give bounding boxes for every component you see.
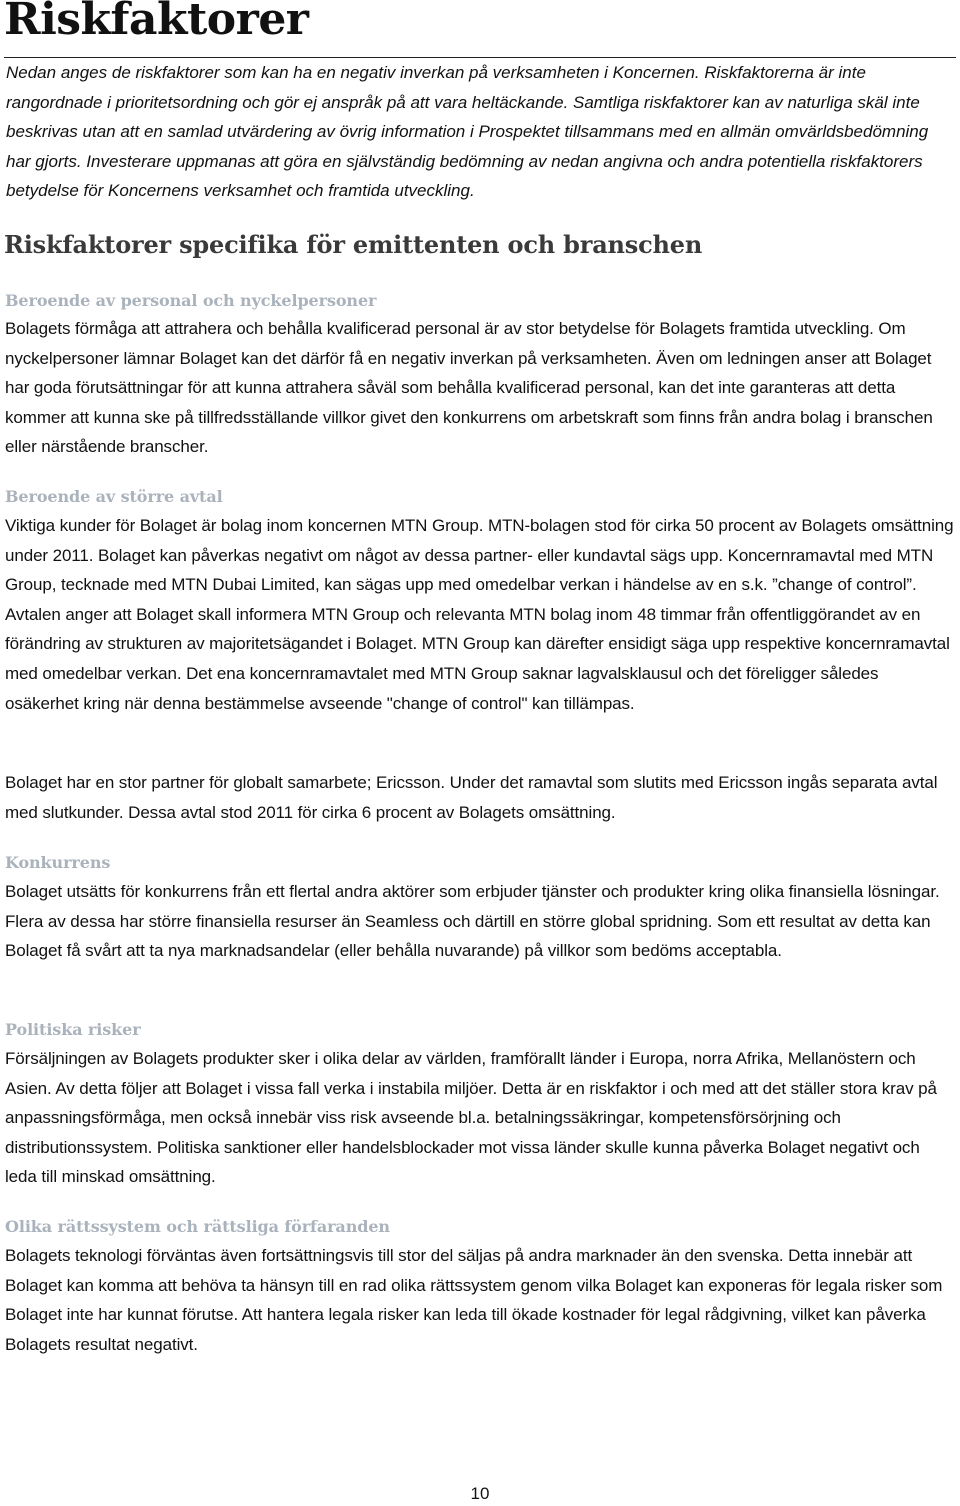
subheading-politiska: Politiska risker	[5, 1020, 141, 1039]
paragraph-avtal-1: Viktiga kunder för Bolaget är bolag inom koncernen MTN Group. MTN-bolagen stod för cirka 50 procent av Bolagets omsättning under 2011. Bolaget kan påverkas negativt om något av dessa partner- eller kundavtal sägs upp. Koncernramavtal med MTN Group, tecknade med MTN Dubai Limited, kan sägas upp med omedelbar verkan i händelse av en s.k. ”change of control”. Avtalen anger att Bolaget skall informera MTN Group och relevanta MTN bolag inom 48 timmar från offentliggörandet av en förändring av strukturen av majoritetsägandet i Bolaget. MTN Group kan därefter ensidigt säga upp respektive koncernramavtal med omedelbar verkan. Det ena koncernramavtalet med MTN Group saknar lagvalsklausul och det föreligger således osäkerhet kring när denna bestämmelse avseende "change of control" kan tillämpas.	[5, 516, 954, 713]
page-number: 10	[470, 1484, 490, 1503]
page-title: Riskfaktorer	[4, 0, 309, 45]
paragraph-rattssystem: Bolagets teknologi förväntas även fortsättningsvis till stor del säljas på andra marknader än den svenska. Detta innebär att Bolaget kan komma att behöva ta hänsyn till en rad olika rättssystem genom vilka Bolaget kan exponeras för legala risker som Bolaget inte har kunnat förutse. Att hantera legala risker kan leda till ökade kostnader för legal rådgivning, vilket kan påverka Bolagets resultat negativt.	[5, 1246, 943, 1354]
paragraph-personal: Bolagets förmåga att attrahera och behålla kvalificerad personal är av stor betydelse för Bolagets framtida utveckling. Om nyckelpersoner lämnar Bolaget kan det därför få en negativ inverkan på verksamheten. Även om ledningen anser att Bolaget har goda förutsättningar för att kunna attrahera såväl som behålla kvalificerad personal, kan det inte garanteras att detta kommer att kunna ske på tillfredsställande villkor givet den konkurrens om arbetskraft som finns från andra bolag i branschen eller närstående branscher.	[5, 319, 933, 457]
subheading-personal: Beroende av personal och nyckelpersoner	[5, 291, 377, 310]
intro-paragraph: Nedan anges de riskfaktorer som kan ha en negativ inverkan på verksamheten i Koncernen. Riskfaktorerna är inte rangordnade i prioritetsordning och gör ej anspråk på att vara heltäckande. Samtliga riskfaktorer kan av naturliga skäl inte beskrivas utan att en samlad utvärdering av övrig information i Prospektet tillsammans med en allmän omvärldsbedömning har gjorts. Investerare uppmanas att göra en självständig bedömning av nedan angivna och andra potentiella riskfaktorers betydelse för Koncernens verksamhet och framtida utveckling.	[6, 63, 929, 201]
subheading-konkurrens: Konkurrens	[5, 853, 111, 872]
paragraph-avtal-2: Bolaget har en stor partner för globalt samarbete; Ericsson. Under det ramavtal som slutits med Ericsson ingås separata avtal med slutkunder. Dessa avtal stod 2011 för cirka 6 procent av Bolagets omsättning.	[5, 773, 938, 822]
subheading-avtal: Beroende av större avtal	[5, 487, 223, 506]
paragraph-politiska: Försäljningen av Bolagets produkter sker i olika delar av världen, framförallt länder i Europa, norra Afrika, Mellanöstern och Asien. Av detta följer att Bolaget i vissa fall verka i instabila miljöer. Detta är en riskfaktor i och med att det ställer stora krav på anpassningsförmåga, men också innebär viss risk avseende bl.a. betalningssäkringar, kompetensförsörjning och distributionssystem. Politiska sanktioner eller handelsblockader mot vissa länder skulle kunna påverka Bolaget negativt och leda till minskad omsättning.	[5, 1049, 937, 1187]
subheading-rattssystem: Olika rättssystem och rättsliga förfaranden	[5, 1217, 390, 1236]
paragraph-konkurrens: Bolaget utsätts för konkurrens från ett flertal andra aktörer som erbjuder tjänster och produkter kring olika finansiella lösningar. Flera av dessa har större finansiella resurser än Seamless och därtill en större global spridning. Som ett resultat av detta kan Bolaget få svårt att ta nya marknadsandelar (eller behålla nuvarande) på villkor som bedöms acceptabla.	[5, 882, 940, 961]
section-heading: Riskfaktorer specifika för emittenten och branschen	[4, 230, 703, 259]
